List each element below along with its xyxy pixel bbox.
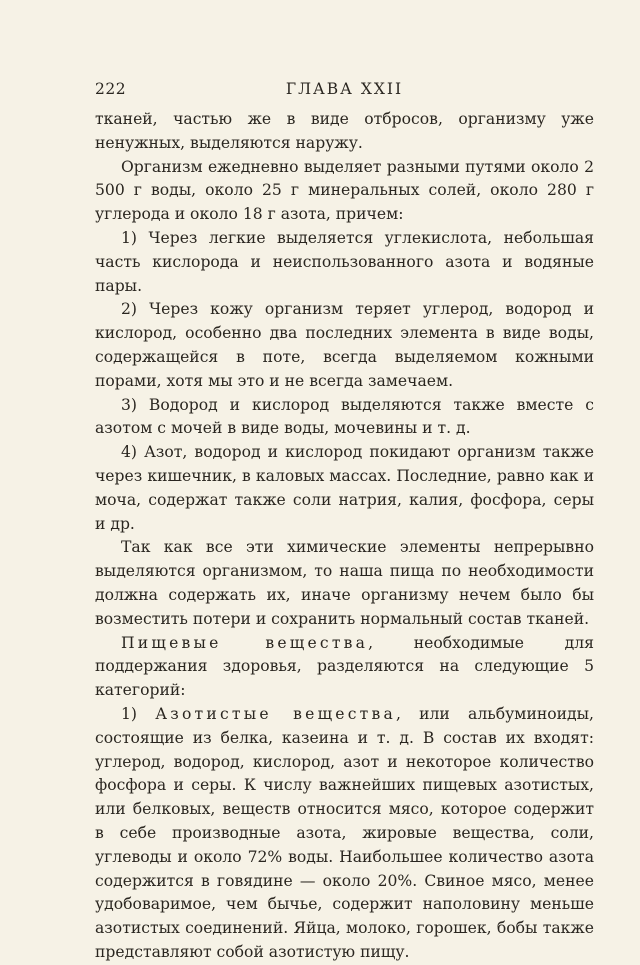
list-number: 1) xyxy=(121,704,156,723)
spaced-term: Пищевые вещества xyxy=(121,633,369,652)
page-number: 222 xyxy=(95,80,127,98)
category-1-paragraph xyxy=(95,703,594,965)
food-categories-intro xyxy=(95,632,594,703)
paragraph: Организм ежедневно выделяет разными путями около 2 500 г воды, около 25 г минеральных солей, около 280 г углерода и около 18 г азота, причем: xyxy=(95,157,594,224)
paragraph: 3) Водород и кислород выделяются также вместе с азотом с мочей в виде воды, мочевины и т. д. xyxy=(95,395,594,438)
paragraph-text: , или альбуминоиды, состоящие из белка, казеина и т. д. В состав их входят: углерод, водород, кислород, азот и некоторое количество фосфора и серы. К числу важнейших пищевых азотистых, или белковых, веществ относится мясо, которое содержит в себе производные азота, жировые вещества, соли, углеводы и около 72% воды. Наибольшее количество азота содержится в говядине — около 20%. Свиное мясо, менее удобоваримое, чем бычье, содержит наполовину меньше азотистых соединений. Яйца, молоко, горошек, бобы также представляют собой азотистую пищу. xyxy=(95,704,594,961)
paragraph: 4) Азот, водород и кислород покидают организм также через кишечник, в каловых массах. Последние, равно как и моча, содержат также соли натрия, калия, фосфора, серы и др. xyxy=(95,443,594,533)
paragraph: тканей, частью же в виде отбросов, организму уже ненужных, выделяются наружу. xyxy=(95,110,594,152)
chapter-title: ГЛАВА XXII xyxy=(285,80,404,98)
spaced-term: Азотистые вещества xyxy=(155,704,396,723)
page-header xyxy=(95,68,594,108)
paragraph-text: , необходимые для поддержания здоровья, разделяются на следующие 5 категорий: xyxy=(95,633,594,700)
paragraph: Так как все эти химические элементы непрерывно выделяются организмом, то наша пища по необходимости должна содержать их, иначе организму нечем было бы возместить потери и сохранить нормальный состав тканей. xyxy=(95,538,594,628)
paragraph: 1) Через легкие выделяется углекислота, небольшая часть кислорода и неиспользованного азота и водяные пары. xyxy=(95,228,594,295)
paragraph: 2) Через кожу организм теряет углерод, водород и кислород, особенно два последних элемента в виде воды, содержащейся в поте, всегда выделяемом кожными порами, хотя мы это и не всегда замечаем. xyxy=(95,300,594,390)
page-body xyxy=(95,108,594,965)
